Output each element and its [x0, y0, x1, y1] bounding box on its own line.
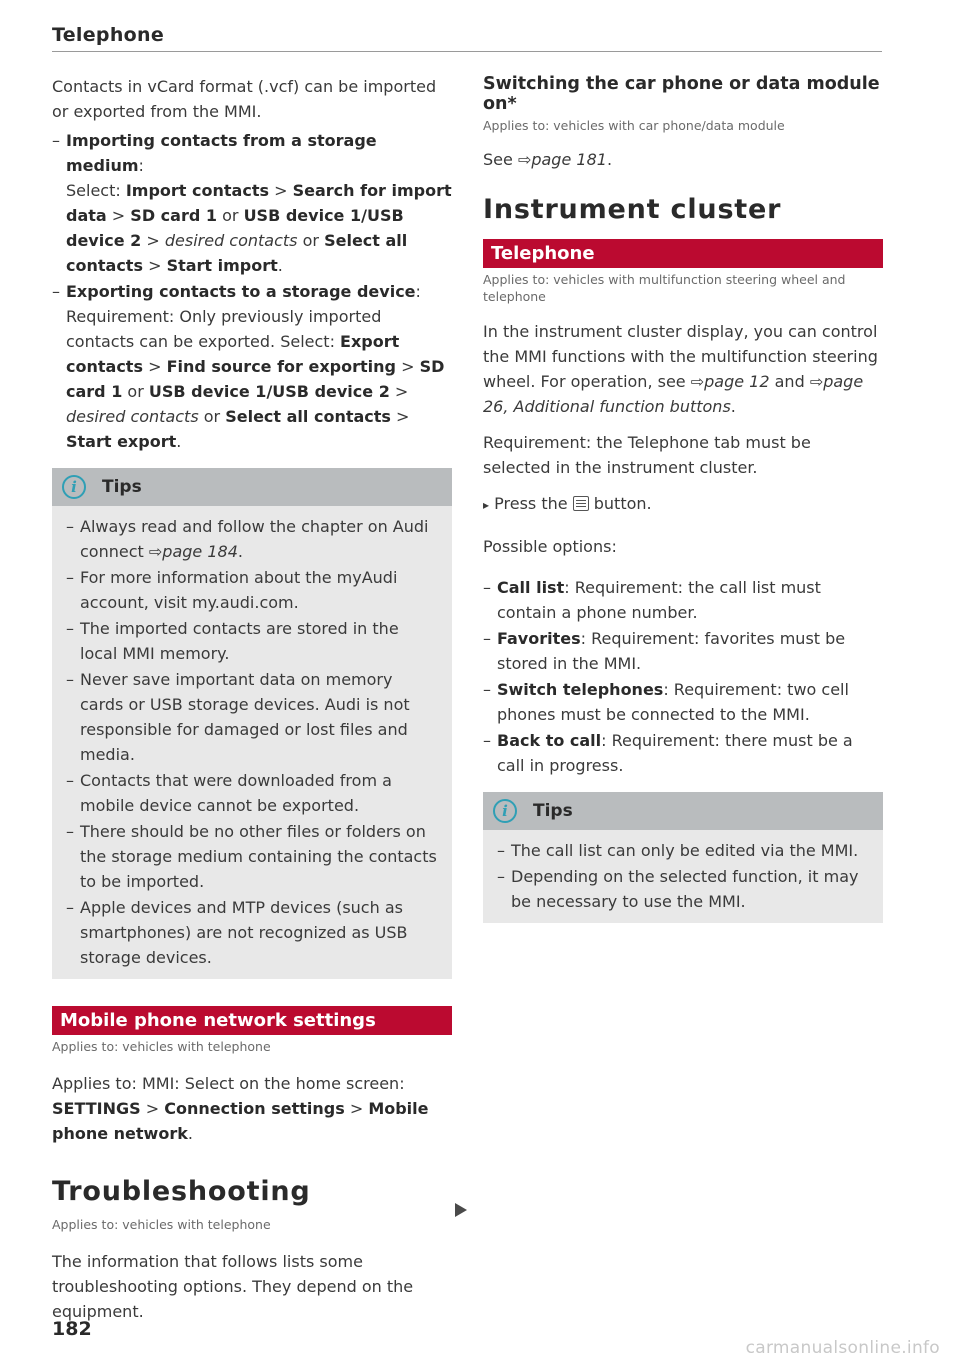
page-reference-link[interactable]: page 184	[162, 542, 238, 561]
instrument-cluster-heading: Instrument cluster	[483, 194, 782, 225]
import-step-3: SD card 1	[130, 206, 217, 225]
info-icon: i	[62, 475, 86, 499]
info-icon: i	[493, 799, 517, 823]
tips-label: Tips	[533, 801, 573, 821]
export-step-2: Find source for exporting	[166, 357, 396, 376]
applies-to-note: Applies to: vehicles with multifunction steering wheel and telephone	[483, 272, 846, 304]
import-export-list	[52, 128, 452, 454]
mobile-network-paragraph: Applies to: MMI: Select on the home screen: SETTINGS > Connection settings > Mobile phone network.	[52, 1074, 429, 1143]
arrow-right-outline-icon: ⇨	[809, 372, 824, 391]
see-reference: See ⇨page 181.	[483, 150, 613, 169]
applies-to-note: Applies to: vehicles with telephone	[52, 1039, 271, 1054]
step-pointer-icon: ▸	[483, 498, 490, 512]
tip-item: – Contacts that were downloaded from a mobile device cannot be exported.	[66, 768, 440, 818]
possible-options-label: Possible options:	[483, 537, 617, 556]
option-favorites: – Favorites: Requirement: favorites must be stored in the MMI.	[483, 626, 883, 676]
option-call-list: – Call list: Requirement: the call list must contain a phone number.	[483, 575, 883, 625]
menu-connection-settings: Connection settings	[164, 1099, 345, 1118]
export-step-3: SD card 1	[66, 357, 445, 401]
tip-item: – The imported contacts are stored in the local MMI memory.	[66, 616, 440, 666]
watermark: carmanualsonline.info	[745, 1338, 940, 1358]
tip-item: – Depending on the selected function, it may be necessary to use the MMI.	[497, 864, 871, 914]
export-step-8: Start export	[66, 432, 177, 451]
switching-heading: Switching the car phone or data module on*	[483, 74, 880, 114]
tips-label: Tips	[102, 477, 142, 497]
troubleshooting-heading: Troubleshooting	[52, 1176, 311, 1207]
right-column	[483, 74, 883, 923]
page-reference-link[interactable]: page 26, Additional function buttons	[483, 372, 864, 416]
arrow-right-outline-icon: ⇨	[690, 372, 705, 391]
continue-triangle-icon	[455, 1203, 467, 1217]
import-step-2: Search for import data	[66, 181, 452, 225]
import-step-4: USB device 1	[243, 206, 362, 225]
mobile-network-heading: Mobile phone network settings	[52, 1006, 452, 1035]
tips-list	[66, 514, 440, 970]
import-label: Importing contacts from a storage medium	[66, 131, 377, 175]
import-step-8: Start import	[166, 256, 278, 275]
instruction-step: ▸ Press the button.	[483, 491, 883, 518]
cluster-intro-paragraph: In the instrument cluster display, you can control the MMI functions with the multifunction steering wheel. For operation, see ⇨page 12 and ⇨page 26, Additional function buttons.	[483, 322, 878, 416]
tip-item: – Never save important data on memory cards or USB storage devices. Audi is not responsible for damaged or lost files and media.	[66, 667, 440, 767]
export-step-6: desired contacts	[66, 407, 199, 426]
telephone-subheading: Telephone	[483, 239, 883, 268]
intro-paragraph: Contacts in vCard format (.vcf) can be imported or exported from the MMI.	[52, 77, 437, 121]
export-step-5: USB device 2	[272, 382, 390, 401]
export-step-4: USB device 1	[148, 382, 267, 401]
arrow-right-outline-icon: ⇨	[517, 150, 532, 169]
menu-button-icon	[573, 496, 589, 511]
tips-box-left	[52, 468, 452, 979]
tip-item: – For more information about the myAudi account, visit my.audi.com.	[66, 565, 440, 615]
import-select-text: Select:	[66, 181, 126, 200]
options-list	[483, 575, 883, 778]
menu-settings: SETTINGS	[52, 1099, 141, 1118]
page-reference-link[interactable]: page 181	[531, 150, 607, 169]
arrow-right-outline-icon: ⇨	[148, 542, 163, 561]
import-step-6: desired contacts	[164, 231, 298, 250]
import-step-7: Select all contacts	[66, 231, 408, 275]
tip-item: – Always read and follow the chapter on Audi connect ⇨page 184.	[66, 514, 440, 564]
tips-list	[497, 838, 871, 914]
list-item-import: – Importing contacts from a storage medium: Select: Import contacts > Search for import data > SD card 1 or USB device 1/USB device 2 > desired contacts or Select all contacts > Start import.	[52, 128, 452, 278]
export-step-7: Select all contacts	[225, 407, 391, 426]
menu-mobile-phone-network: Mobile phone network	[52, 1099, 429, 1143]
tips-header	[52, 468, 452, 506]
requirement-paragraph: Requirement: the Telephone tab must be selected in the instrument cluster.	[483, 433, 811, 477]
option-back-to-call: – Back to call: Requirement: there must be a call in progress.	[483, 728, 883, 778]
section-header-title: Telephone	[52, 24, 165, 46]
applies-to-note: Applies to: vehicles with car phone/data module	[483, 118, 785, 133]
export-step-1: Export contacts	[66, 332, 400, 376]
export-requirement: Requirement: Only previously imported contacts can be exported. Select:	[66, 307, 382, 351]
import-step-1: Import contacts	[125, 181, 269, 200]
tip-item: – There should be no other files or folders on the storage medium containing the contacts to be imported.	[66, 819, 440, 894]
tips-box-right	[483, 792, 883, 923]
tips-header	[483, 792, 883, 830]
page-number: 182	[52, 1318, 92, 1340]
export-label: Exporting contacts to a storage device	[66, 282, 416, 301]
applies-to-note: Applies to: vehicles with telephone	[52, 1217, 271, 1232]
tip-item: – The call list can only be edited via the MMI.	[497, 838, 871, 863]
import-step-5: USB device 2	[66, 206, 404, 250]
page-reference-link[interactable]: page 12	[704, 372, 770, 391]
tip-item: – Apple devices and MTP devices (such as smartphones) are not recognized as USB storage devices.	[66, 895, 440, 970]
option-switch-telephones: – Switch telephones: Requirement: two cell phones must be connected to the MMI.	[483, 677, 883, 727]
left-column	[52, 74, 452, 1324]
troubleshooting-paragraph: The information that follows lists some troubleshooting options. They depend on the equipment.	[52, 1252, 414, 1321]
list-item-export: – Exporting contacts to a storage device: Requirement: Only previously imported contacts can be exported. Select: Export contacts > Find source for exporting > SD card 1 or USB device 1/USB device 2 > desired contacts or Select all contacts > Start export.	[52, 279, 452, 454]
header-divider	[52, 51, 882, 52]
